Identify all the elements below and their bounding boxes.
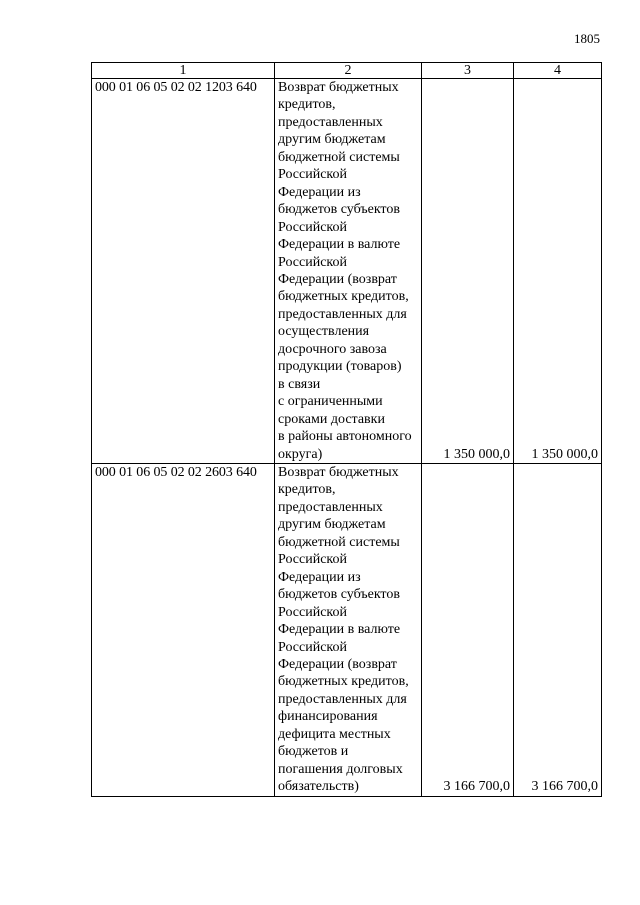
header-col-1: 1: [92, 63, 275, 79]
table-row: [92, 463, 602, 796]
row-description: Возврат бюджетных кредитов, предоставленных другим бюджетам бюджетной системы Российской Федерации из бюджетов субъектов Российской Федерации в валюте Российской Федерации (возврат бюджетных кредитов, предоставленных для осуществления досрочного завоза продукции (товаров) в связи с ограниченными сроками доставки в районы автономного округа): [275, 79, 422, 464]
row-amount-col3: 1 350 000,0: [422, 79, 514, 464]
row-amount-col4: 3 166 700,0: [514, 463, 602, 796]
row-amount-col4: 1 350 000,0: [514, 79, 602, 464]
budget-table: [91, 62, 602, 797]
page-number: 1805: [574, 31, 600, 46]
header-col-3: 3: [422, 63, 514, 79]
table-row: [92, 79, 602, 464]
header-col-2: 2: [275, 63, 422, 79]
row-amount-col3: 3 166 700,0: [422, 463, 514, 796]
row-description: Возврат бюджетных кредитов, предоставленных другим бюджетам бюджетной системы Российской Федерации из бюджетов субъектов Российской Федерации в валюте Российской Федерации (возврат бюджетных кредитов, предоставленных для финансирования дефицита местных бюджетов и погашения долговых обязательств): [275, 463, 422, 796]
row-code: 000 01 06 05 02 02 2603 640: [92, 463, 275, 796]
row-code: 000 01 06 05 02 02 1203 640: [92, 79, 275, 464]
table-header-row: [92, 63, 602, 79]
header-col-4: 4: [514, 63, 602, 79]
